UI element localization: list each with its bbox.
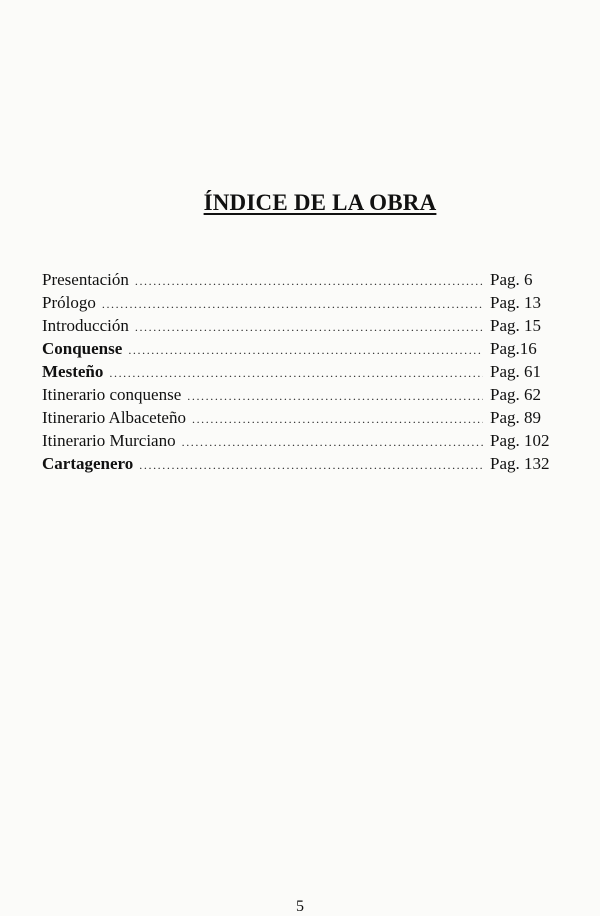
toc-entry-label: Itinerario Albaceteño bbox=[42, 408, 186, 427]
toc-entry-label: Itinerario conquense bbox=[42, 385, 182, 404]
page-title: ÍNDICE DE LA OBRA bbox=[203, 190, 437, 215]
toc-entry-cartagenero bbox=[42, 452, 556, 475]
toc-entry-itinerario-conquense bbox=[42, 383, 556, 406]
dot-leader bbox=[109, 362, 483, 385]
toc-entry-page: Pag. 13 bbox=[490, 293, 541, 312]
toc-entry-mesteno bbox=[42, 360, 556, 383]
dot-leader bbox=[182, 431, 483, 454]
toc-entry-label: Itinerario Murciano bbox=[42, 431, 176, 450]
toc-entry-label: Cartagenero bbox=[42, 454, 134, 473]
toc-entry-page: Pag. 15 bbox=[490, 316, 541, 335]
toc-entry-label: Mesteño bbox=[42, 362, 104, 381]
toc-entry-page: Pag. 61 bbox=[490, 362, 541, 381]
toc-entry-prologo bbox=[42, 291, 556, 314]
dot-leader bbox=[187, 385, 483, 408]
toc-entry-page: Pag.16 bbox=[490, 339, 537, 358]
toc-entry-introduccion bbox=[42, 314, 556, 337]
table-of-contents bbox=[42, 268, 556, 475]
dot-leader bbox=[135, 316, 483, 339]
toc-entry-page: Pag. 6 bbox=[490, 270, 533, 289]
toc-entry-page: Pag. 62 bbox=[490, 385, 541, 404]
toc-entry-itinerario-albaceteno bbox=[42, 406, 556, 429]
toc-entry-label: Presentación bbox=[42, 270, 129, 289]
dot-leader bbox=[102, 293, 483, 316]
toc-entry-page: Pag. 89 bbox=[490, 408, 541, 427]
dot-leader bbox=[192, 408, 483, 431]
toc-entry-conquense bbox=[42, 337, 556, 360]
dot-leader bbox=[135, 270, 483, 293]
dot-leader bbox=[139, 454, 483, 477]
toc-entry-presentacion bbox=[42, 268, 556, 291]
toc-entry-itinerario-murciano bbox=[42, 429, 556, 452]
toc-entry-page: Pag. 132 bbox=[490, 454, 550, 473]
toc-entry-label: Conquense bbox=[42, 339, 123, 358]
dot-leader bbox=[128, 339, 483, 362]
toc-entry-label: Introducción bbox=[42, 316, 129, 335]
toc-entry-label: Prólogo bbox=[42, 293, 96, 312]
page-number: 5 bbox=[296, 898, 304, 915]
toc-entry-page: Pag. 102 bbox=[490, 431, 550, 450]
